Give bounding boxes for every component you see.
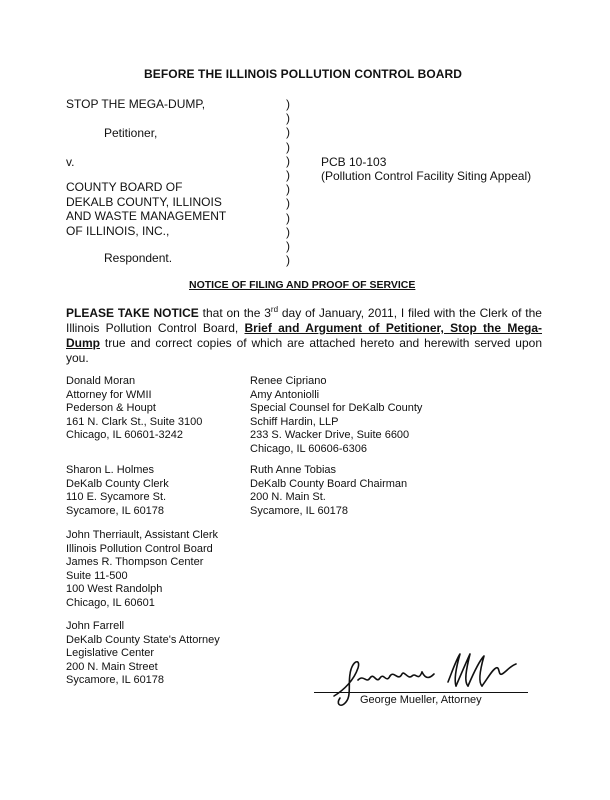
service-line: 161 N. Clark St., Suite 3100 [66,415,203,428]
service-line: Sharon L. Holmes [66,464,155,476]
signature-line [314,692,528,693]
service-line: Renee Cipriano [250,375,327,387]
respondent-line: DEKALB COUNTY, ILLINOIS [66,194,222,209]
caption-parentheses [283,97,293,267]
service-block [66,529,218,610]
petitioner-role: Petitioner, [104,126,158,140]
service-line: Chicago, IL 60601 [66,596,155,609]
service-line: John Therriault, Assistant Clerk [66,529,219,541]
service-line: DeKalb County Board Chairman [250,477,408,490]
paren: ) [286,139,290,154]
service-block [66,620,220,688]
service-block [250,375,422,456]
service-line: Sycamore, IL 60178 [250,504,349,517]
case-type: (Pollution Control Facility Siting Appeal) [321,169,532,183]
service-line: DeKalb County State's Attorney [66,633,220,646]
respondent-line: COUNTY BOARD OF [66,180,183,194]
notice-text: that on the 3 [198,306,271,320]
service-line: 200 N. Main St. [250,491,326,503]
service-line: Pederson & Houpt [66,402,156,414]
paren: ) [286,125,290,140]
petitioner-name: STOP THE MEGA-DUMP, [66,97,206,111]
service-line: Donald Moran [66,375,136,387]
respondent-line: AND WASTE MANAGEMENT [66,209,227,223]
paren: ) [286,239,290,254]
notice-text: true and correct copies of which are attached hereto and herewith served upon you. [66,336,542,365]
notice-text: day of January, 2011, I filed with the Clerk of the Illinois Pollution Control Board, [66,306,542,335]
document-title-link: Brief and Argument of Petitioner, Stop the Mega-Dump [66,321,542,350]
paren: ) [286,253,290,268]
notice-superscript: rd [270,305,279,314]
paren: ) [286,224,290,239]
document-heading: BEFORE THE ILLINOIS POLLUTION CONTROL BOARD [144,67,463,81]
versus-label: v. [66,155,75,169]
paren: ) [286,196,290,211]
service-block [66,464,169,518]
paren: ) [286,111,290,126]
respondent-line: OF ILLINOIS, INC., [66,223,170,238]
service-line: 200 N. Main Street [66,660,158,673]
paren: ) [286,168,290,183]
service-line: Attorney for WMII [66,388,152,401]
case-number: PCB 10-103 [321,155,387,169]
service-block [250,464,407,518]
service-line: Schiff Hardin, LLP [250,415,339,428]
service-line: Sycamore, IL 60178 [66,504,165,517]
respondent-role: Respondent. [104,251,173,265]
service-line: 100 West Randolph [66,583,163,595]
service-line: DeKalb County Clerk [66,477,169,490]
service-line: Amy Antoniolli [250,388,320,401]
service-line: Chicago, IL 60606-6306 [250,442,368,455]
service-line: Chicago, IL 60601-3242 [66,429,184,441]
service-line: James R. Thompson Center [66,556,204,568]
paren: ) [286,210,290,225]
service-line: Sycamore, IL 60178 [66,674,165,686]
signer-name: George Mueller, Attorney [360,694,482,706]
service-block [66,375,202,443]
paren: ) [286,182,290,197]
paren: ) [286,153,290,168]
notice-title: NOTICE OF FILING AND PROOF OF SERVICE [189,279,416,291]
service-line: Special Counsel for DeKalb County [250,402,423,414]
notice-lead: PLEASE TAKE NOTICE [66,306,199,320]
paren: ) [286,97,290,111]
respondent-names [66,180,226,238]
service-line: 233 S. Wacker Drive, Suite 6600 [250,429,410,441]
service-line: Suite 11-500 [66,569,128,582]
service-line: Illinois Pollution Control Board [66,542,213,555]
notice-paragraph [66,302,542,366]
service-line: 110 E. Sycamore St. [66,491,167,503]
service-line: John Farrell [66,620,125,632]
service-line: Legislative Center [66,647,155,659]
service-line: Ruth Anne Tobias [250,464,337,476]
